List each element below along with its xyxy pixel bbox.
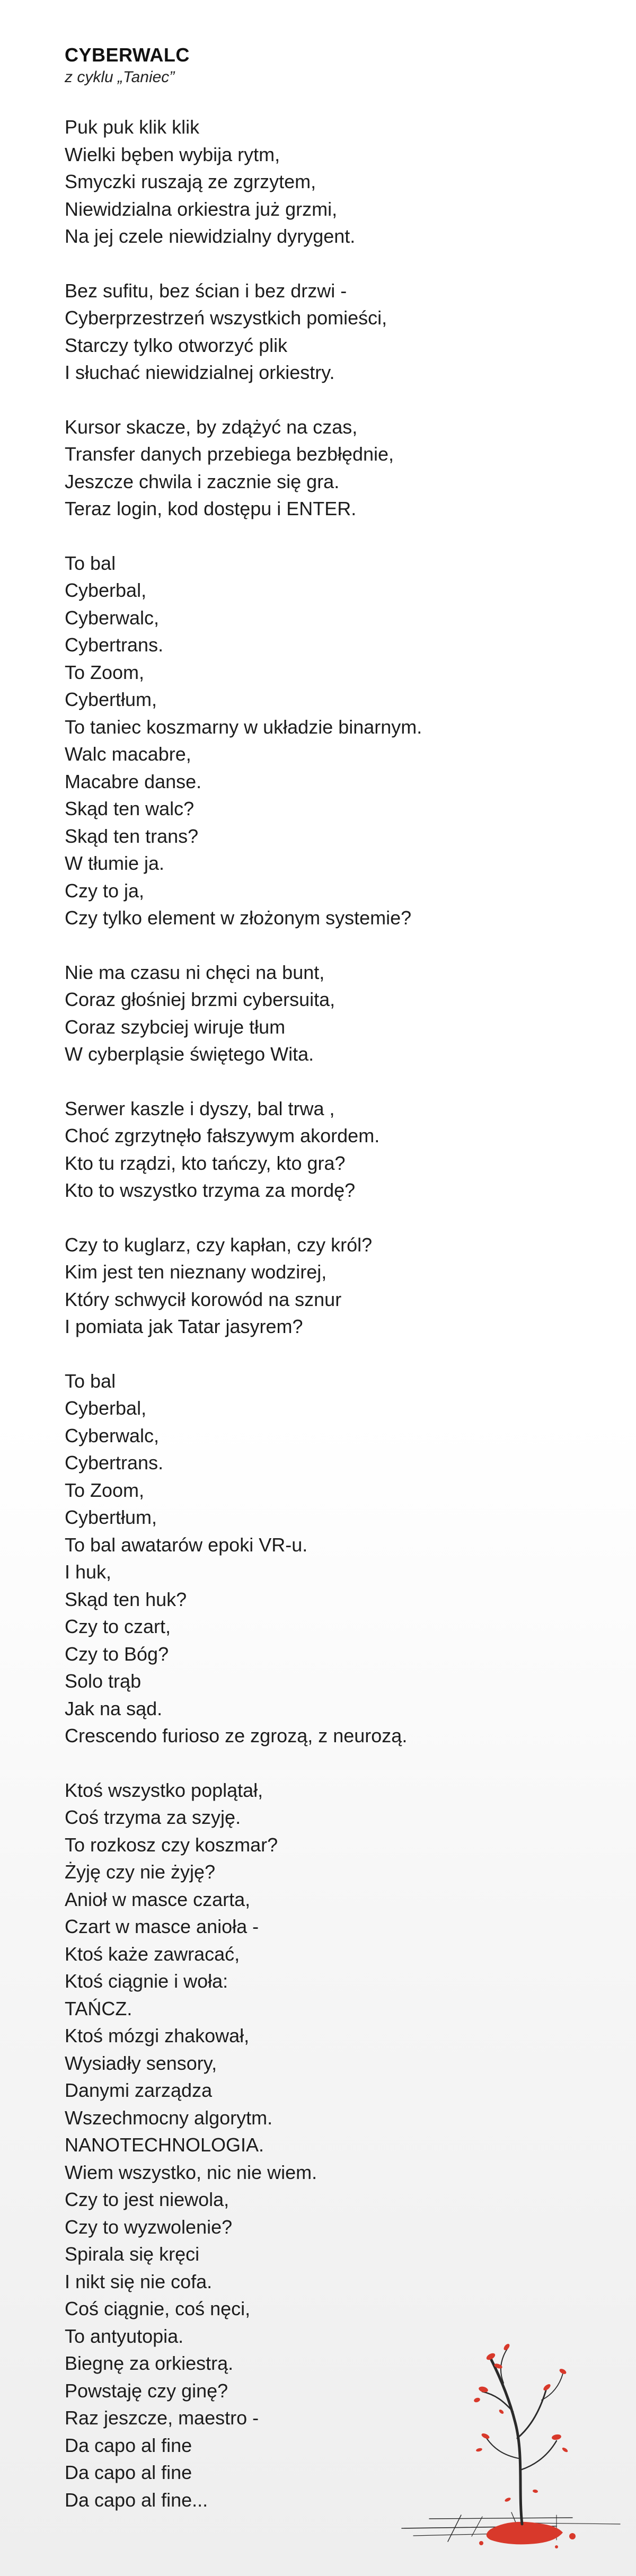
poem-stanza (65, 113, 489, 250)
poem-stanza (65, 959, 489, 1068)
poem-line: Żyję czy nie żyję? (65, 1861, 216, 1883)
poem-line: Da capo al fine (65, 2462, 192, 2483)
poem-line: TAŃCZ. (65, 1997, 132, 2019)
ink-tree-illustration-icon (398, 2332, 636, 2555)
poem-line: Teraz login, kod dostępu i ENTER. (65, 498, 357, 519)
poem-line: Czy to kuglarz, czy kapłan, czy król? (65, 1233, 373, 1256)
poem-line: Czy to jest niewola, (65, 2189, 229, 2210)
poem-line: Crescendo furioso ze zgrozą, z neurozą. (65, 1725, 408, 1746)
poem-line: Cybertrans. (65, 634, 164, 656)
poem-subtitle: z cyklu „Taniec” (65, 68, 175, 86)
poem-line: Cybertłum, (65, 1506, 157, 1528)
poem-line: Czy to ja, (65, 879, 145, 902)
poem (65, 43, 489, 2540)
poem-line: To rozkosz czy koszmar? (65, 1833, 278, 1856)
poem-line: Czy to Bóg? (65, 1643, 169, 1665)
poem-line: Anioł w masce czarta, (65, 1888, 251, 1910)
poem-line: Jak na sąd. (65, 1697, 163, 1719)
poem-line: I słuchać niewidzialnej orkiestry. (65, 361, 335, 383)
tree-branches (482, 2348, 563, 2524)
poem-line: To bal awatarów epoki VR-u. (65, 1533, 308, 1556)
poem-line: Bez sufitu, bez ścian i bez drzwi - (65, 279, 347, 302)
poem-line: W cyberpląsie świętego Wita. (65, 1043, 314, 1065)
poem-stanza (65, 413, 489, 523)
poem-line: Puk puk klik klik (65, 116, 200, 138)
poem-line: NANOTECHNOLOGIA. (65, 2134, 264, 2156)
poem-line: Walc macabre, (65, 743, 191, 765)
poem-line: Raz jeszcze, maestro - (65, 2407, 259, 2429)
poem-line: To Zoom, (65, 1479, 145, 1501)
poem-line: Czy tylko element w złożonym systemie? (65, 907, 412, 929)
poem-line: To bal (65, 552, 116, 574)
poem-line: Powstaję czy ginę? (65, 2379, 228, 2402)
poem-line: Czy to czart, (65, 1616, 171, 1637)
poem-line: Ktoś każe zawracać, (65, 1943, 240, 1965)
poem-line: Coś trzyma za szyję. (65, 1806, 241, 1828)
poem-line: To antyutopia. (65, 2325, 184, 2347)
poem-line: Wiem wszystko, nic nie wiem. (65, 2161, 317, 2183)
poem-line: To Zoom, (65, 661, 145, 683)
poem-line: To taniec koszmarny w układzie binarnym. (65, 716, 422, 738)
poem-line: Cyberwalc, (65, 1424, 160, 1446)
poem-line: Cybertłum, (65, 689, 157, 710)
poem-line: Skąd ten walc? (65, 798, 195, 819)
poem-line: Cyberbal, (65, 1397, 147, 1419)
poem-line: Który schwycił korowód na sznur (65, 1288, 342, 1310)
poem-line: Skąd ten trans? (65, 825, 199, 847)
poem-line: Ktoś wszystko poplątał, (65, 1779, 263, 1801)
poem-line: Cyberbal, (65, 579, 147, 601)
poem-line: Wielki bęben wybija rytm, (65, 143, 280, 165)
poem-line: Spirala się kręci (65, 2243, 200, 2265)
poem-line: Da capo al fine... (65, 2489, 208, 2511)
poem-line: Biegnę za orkiestrą. (65, 2352, 234, 2374)
poem-line: Nie ma czasu ni chęci na bunt, (65, 961, 325, 983)
poem-line: Coś ciągnie, coś nęci, (65, 2298, 251, 2319)
red-splash (479, 2522, 576, 2548)
poem-line: Skąd ten huk? (65, 1588, 187, 1610)
poem-line: Jeszcze chwila i zacznie się gra. (65, 470, 340, 492)
poem-line: To bal (65, 1370, 116, 1392)
poem-line: I huk, (65, 1561, 112, 1583)
poem-line: Ktoś ciągnie i woła: (65, 1970, 228, 1992)
poem-line: Wysiadły sensory, (65, 2052, 217, 2074)
poem-line: Czart w masce anioła - (65, 1916, 259, 1937)
poem-line: Da capo al fine (65, 2434, 192, 2456)
poem-line: Cyberwalc, (65, 606, 160, 629)
poem-line: Ktoś mózgi zhakował, (65, 2025, 250, 2046)
poem-line: Cybertrans. (65, 1452, 164, 1474)
poem-line: Kto tu rządzi, kto tańczy, kto gra? (65, 1152, 346, 1174)
poem-stanza (65, 1368, 489, 1750)
poem-line: Danymi zarządza (65, 2079, 213, 2101)
poem-stanza (65, 550, 489, 932)
poem-line: Serwer kaszle i dyszy, bal trwa , (65, 1097, 335, 1119)
poem-line: Czy to wyzwolenie? (65, 2216, 233, 2238)
poem-line: Kursor skacze, by zdążyć na czas, (65, 416, 358, 438)
poem-line: Macabre danse. (65, 770, 202, 792)
poem-line: I pomiata jak Tatar jasyrem? (65, 1316, 303, 1337)
poem-line: Na jej czele niewidzialny dyrygent. (65, 225, 356, 247)
poem-title: CYBERWALC (65, 44, 190, 66)
poem-line: Choć zgrzytnęło fałszywym akordem. (65, 1125, 380, 1146)
poem-line: W tłumie ja. (65, 852, 165, 874)
poem-stanza (65, 1095, 489, 1204)
poem-line: I nikt się nie cofa. (65, 2270, 213, 2292)
poem-line: Niewidzialna orkiestra już grzmi, (65, 198, 338, 220)
poem-stanza (65, 277, 489, 386)
poem-line: Smyczki ruszają ze zgrzytem, (65, 171, 316, 192)
poem-line: Coraz szybciej wiruje tłum (65, 1016, 286, 1038)
poem-line: Solo trąb (65, 1670, 142, 1692)
poem-line: Cyberprzestrzeń wszystkich pomieści, (65, 307, 387, 329)
poem-body (65, 113, 489, 2513)
poem-line: Starczy tylko otworzyć plik (65, 334, 288, 356)
poem-line: Kim jest ten nieznany wodzirej, (65, 1261, 327, 1283)
poem-line: Kto to wszystko trzyma za mordę? (65, 1179, 356, 1201)
poem-line: Transfer danych przebiega bezbłędnie, (65, 443, 394, 465)
poem-line: Coraz głośniej brzmi cybersuita, (65, 989, 335, 1010)
poem-line: Wszechmocny algorytm. (65, 2106, 273, 2129)
poem-stanza (65, 1231, 489, 1340)
